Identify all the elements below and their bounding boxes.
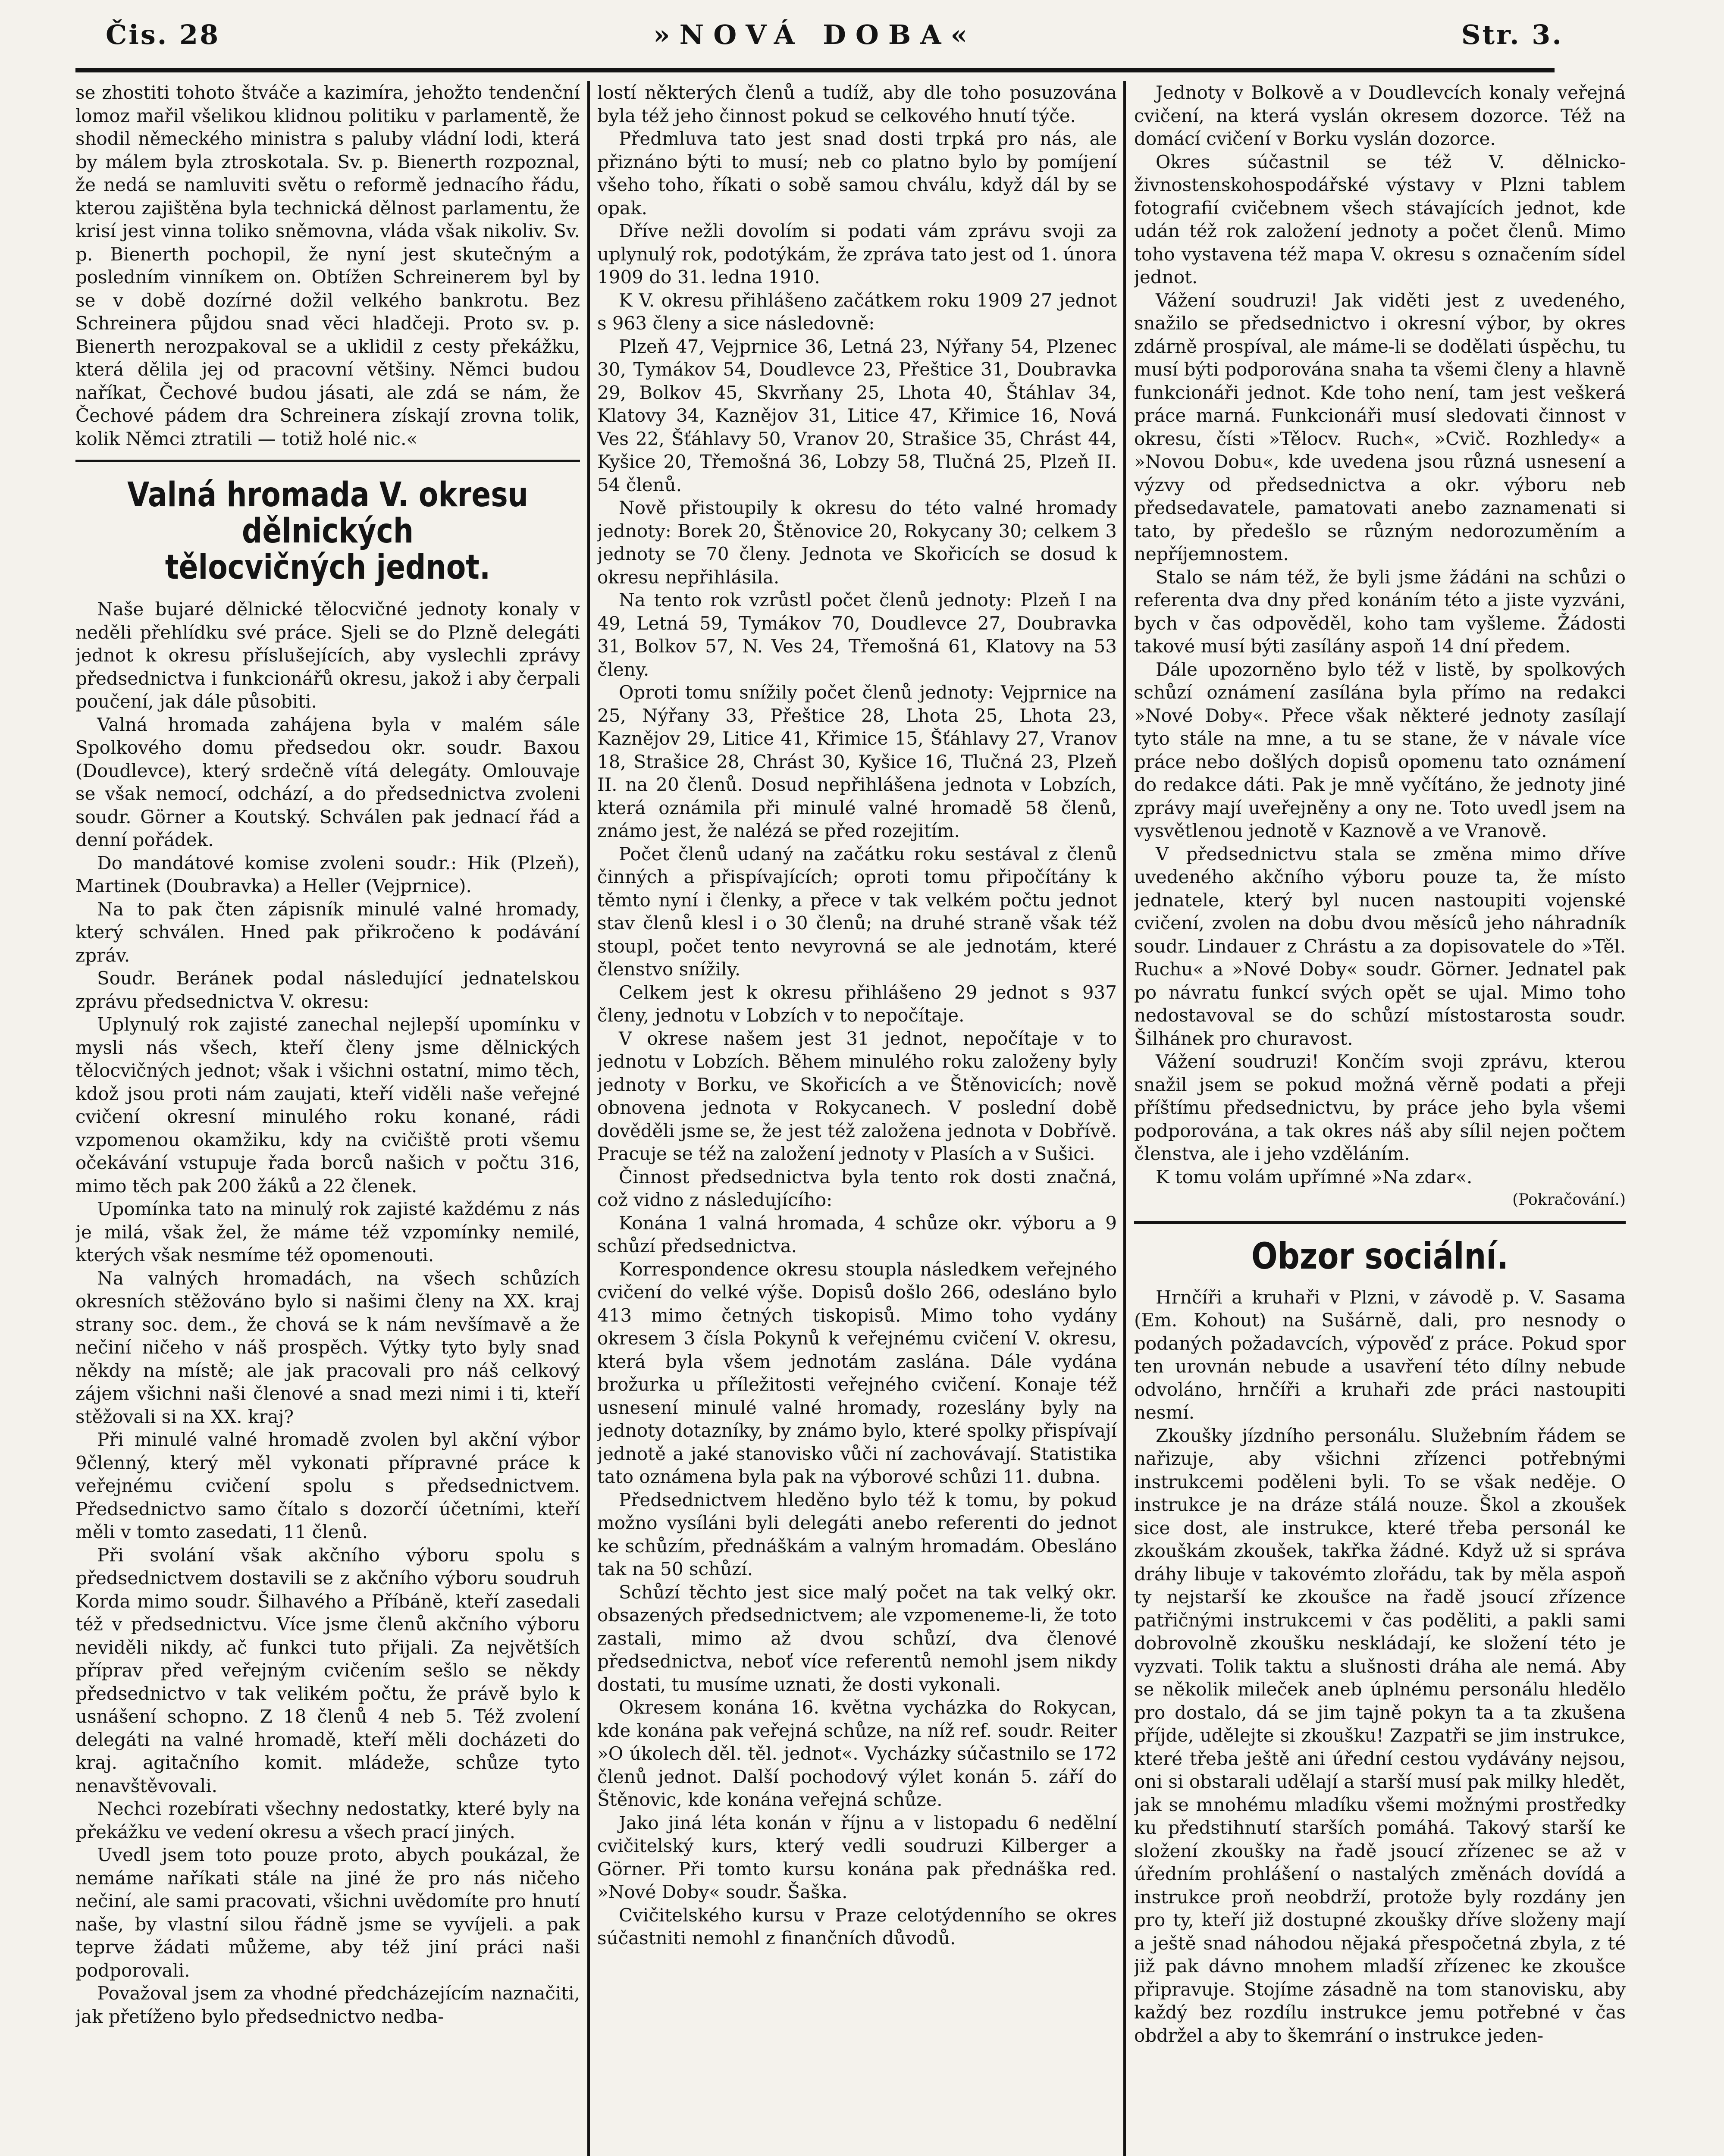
paragraph: Korrespondence okresu stoupla následkem veřejného cvičení do velké výše. Dopisů došlo 266, odesláno bylo 413 mimo četných tiskopisů. Mimo toho vydány okresem 3 čísla Pokynů k veřejnému cvičení V. okresu, která byla všem jednotám zaslána. Dále vydána brožurka u příležitosti veřejného cvičení. Konaje též usnesení minulé valné hromady, rozeslány byly na jednoty dotazníky, by známo bylo, které spolky přispívají jednotě a jaké stanovisko vůči ní zachovávají. Statistika tato oznámena byla pak na výborové schůzi 11. dubna. [597,1258,1117,1487]
paragraph: Na tento rok vzrůstl počet členů jednoty: Plzeň I na 49, Letná 59, Tymákov 70, Doudlevce 27, Doubravka 31, Bolkov 57, N. Ves 24, Třemošná 61, Klatovy na 53 členy. [597,589,1117,680]
paragraph: Soudr. Beránek podal následující jednatelskou zprávu předsednictva V. okresu: [75,968,580,1012]
heading-line: tělocvičných jednot. [165,548,491,587]
paragraph: Celkem jest k okresu přihlášeno 29 jednot s 937 členy, jednotu v Lobzích v to nepočítaje. [597,981,1117,1026]
paragraph: V okrese našem jest 31 jednot, nepočítaje v to jednotu v Lobzích. Během minulého roku založeny byly jednoty v Borku, ve Skořicích a ve Štěnovicích; nově obnovena jednota v Rokycanech. V poslední době dověděli jsme se, že jest též založena jednota v Dobřívě. Pracuje se též na založení jednoty v Plasích a v Sušici. [597,1028,1117,1164]
page-number: Str. 3. [1461,19,1563,50]
heading-line: Valná hromada V. okresu dělnických [127,476,528,551]
paragraph: Stalo se nám též, že byli jsme žádáni na schůzi o referenta dva dny před konáním této a jiste vyzváni, bych v čas odpověděl, koho tam vyšleme. Žádosti takové musí býti zasílány aspoň 14 dní předem. [1134,566,1626,657]
paragraph: V předsednictvu stala se změna mimo dříve uvedeného akčního výboru pouze ta, že místo jednatele, který byl nucen nastoupiti vojenské cvičení, zvolen na dobu dvou měsíců jeho náhradník soudr. Lindauer z Chrástu a za dopisovatele do »Těl. Ruchu« a »Nové Doby« soudr. Görner. Jednatel pak po návratu funkcí svých opět se ujal. Mimo toho nedostavoval se do schůzí místostarosta soudr. Šilhánek pro churavost. [1134,843,1626,1049]
divider [75,460,580,462]
paragraph: Plzeň 47, Vejprnice 36, Letná 23, Nýřany 54, Plzenec 30, Tymákov 54, Doudlevce 23, Přeštice 31, Doubravka 29, Bolkov 45, Skvrňany 25, Lhota 40, Štáhlav 34, Klatovy 34, Kaznějov 31, Litice 47, Křimice 16, Nová Ves 22, Šťáhlavy 50, Vranov 20, Strašice 35, Chrást 44, Kyšice 20, Třemošná 36, Lobzy 58, Tlučná 25, Plzeň II. 54 členů. [597,335,1117,495]
section-heading: Obzor sociální. [1251,1235,1508,1277]
article-heading [113,477,542,586]
column-rule [1123,81,1126,2156]
column-rule [587,81,590,2156]
paragraph: Jako jiná léta konán v říjnu a v listopadu 6 nedělní cvičitelský kurs, který vedli soudruzi Kilberger a Görner. Při tomto kursu konána pak přednáška red. »Nové Doby« soudr. Šaška. [597,1812,1117,1902]
paragraph: Oproti tomu snížily počet členů jednoty: Vejprnice na 25, Nýřany 33, Přeštice 28, Lhota 25, Lhota 23, Kaznějov 29, Litice 41, Křimice 15, Šťáhlavy 27, Vranov 18, Strašice 28, Chrást 30, Kyšice 16, Tlučná 23, Plzeň II. na 20 členů. Dosud nepřihlášena jednota v Lobzích, která oznámila při minulé valné hromadě 58 členů, známo jest, že nalézá se před rozejitím. [597,682,1117,841]
newspaper-page [75,16,1626,2156]
divider [1134,1221,1626,1224]
news-item: Hrnčíři a kruhaři v Plzni, v závodě p. V. Sasama (Em. Kohout) na Sušárně, dali, pro nesnody o podaných požadavcích, výpověď z práce. Pokud spor ten urovnán nebude a usavření této dílny nebude odvoláno, hrnčíři a kruhaři zde práci nastoupiti nesmí. [1134,1286,1626,1423]
paragraph: Okres súčastnil se též V. dělnicko-živnostenskohospodářské výstavy v Plzni tablem fotografií cvičebnem všech stávajících jednot, kde udán též rok založení jednoty a počet členů. Mimo toho vystavena též mapa V. okresu s označením sídel jednot. [1134,151,1626,288]
paragraph: Při minulé valné hromadě zvolen byl akční výbor 9členný, který měl vykonati přípravné práce k veřejnému cvičení spolu s předsednictvem. Předsednictvo samo čítalo s dozorčí účetními, kteří měli v tomto zasedati, 11 členů. [75,1429,580,1542]
paragraph: Uplynulý rok zajisté zanechal nejlepší upomínku v mysli nás všech, kteří členy jsme dělnických tělocvičných jednot; však i všichni ostatní, mimo těch, kdož jsou proti nám zaujati, kteří viděli naše veřejné cvičení okresní minulého roku konané, rádi vzpomenou okamžiku, kdy na cvičiště proti všemu očekávání vstupuje řada borců našich v počtu 316, mimo těch pak 200 žáků a 22 členek. [75,1014,580,1197]
page-header [75,16,1563,72]
paragraph: Na valných hromadách, na všech schůzích okresních stěžováno bylo si našimi členy na XX. kraj strany soc. dem., že chová se k nám nevšímavě a že nečiní ničeho v náš prospěch. Výtky tyto byly snad někdy na místě; ale jak pracovali pro náš celkový zájem všichni naši členové a snad mezi nimi i ti, kteří stěžovali si na XX. kraj? [75,1267,580,1427]
paragraph: Do mandátové komise zvoleni soudr.: Hik (Plzeň), Martinek (Doubravka) a Heller (Vejprnice). [75,852,580,896]
paragraph: K tomu volám upřímné »Na zdar«. [1156,1166,1473,1188]
paragraph: Valná hromada zahájena byla v malém sále Spolkového domu předsedou okr. soudr. Baxou (Doudlevce), který srdečně vítá delegáty. Omlouvaje se však nemocí, odchází, a do předsednictva zvoleni soudr. Görner a Koutský. Schválen pak jednací řád a denní pořádek. [75,714,580,850]
paragraph: Dále upozorněno bylo též v listě, by spolkových schůzí oznámení zasílána byla přímo na redakci »Nové Doby«. Přece však některé jednoty zasílají tyto stále na mne, a tu se stane, že v návale více práce nebo došlých dopisů opomenu tato oznámení do redakce dáti. Pak je mně vyčítáno, že jednoty jiné zprávy mají uveřejněny a ony ne. Toto uvedl jsem na vysvětlenou jednotě v Kaznově a ve Vranově. [1134,658,1626,841]
paragraph: Okresem konána 16. května vycházka do Rokycan, kde konána pak veřejná schůze, na níž ref. soudr. Reiter »O úkolech děl. těl. jednot«. Vycházky súčastnilo se 172 členů jednot. Další pochodový výlet konán 5. září do Štěnovic, kde konána veřejná schůze. [597,1697,1117,1810]
paragraph: Na to pak čten zápisník minulé valné hromady, který schválen. Hned pak přikročeno k podávání zpráv. [75,898,580,966]
paragraph: Počet členů udaný na začátku roku sestával z členů činných a přispívajících; oproti tomu připočítány k těmto nyní i členky, a přece v tak velkém počtu jednot stav členů klesl i o 30 členů; na druhé straně však též stoupl, počet tento nevyrovná se ale jednotám, které členstvo snížily. [597,843,1117,980]
paragraph: Upomínka tato na minulý rok zajisté každému z nás je milá, však žel, že máme též vzpomínky nemilé, kterých však nesmíme též opomenouti. [75,1198,580,1266]
paragraph: Vážení soudruzi! Jak viděti jest z uvedeného, snažilo se předsednictvo i okresní výbor, by okres zdárně prospíval, ale máme-li se dodělati úspěchu, tu musí býti podporována snaha ta všemi členy a hlavně funkcionáři jednot. Kde toho není, tam jest veškerá práce marná. Funkcionáři musí sledovati činnost v okresu, čísti »Tělocv. Ruch«, »Cvič. Rozhledy« a »Novou Dobu«, kde uvedena jsou různá usnesení a výzvy od předsednictva a okr. výboru neb předsedavatele, pamatovati anebo zaznamenati si tato, by předešlo se různým nedorozuměním a nepříjemnostem. [1134,289,1626,564]
column-2 [597,81,1117,2156]
paragraph: Předmluva tato jest snad dosti trpká pro nás, ale přiznáno býti to musí; neb co platno bylo by pomíjení všeho toho, říkati o sobě samou chválu, když dál by se opak. [597,128,1117,219]
paragraph: Nechci rozebírati všechny nedostatky, které byly na překážku ve vedení okresu a všech prací jiných. [75,1798,580,1843]
issue-number: Čis. 28 [106,19,220,50]
paragraph: Konána 1 valná hromada, 4 schůze okr. výboru a 9 schůzí předsednictva. [597,1212,1117,1257]
paragraph: K V. okresu přihlášeno začátkem roku 1909 27 jednot s 963 členy a sice následovně: [597,289,1117,334]
paragraph: Považoval jsem za vhodné předcházejícím naznačiti, jak přetíženo bylo předsednictvo nedba- [75,1983,580,2027]
column-3 [1134,81,1626,2156]
article-continuation: se zhostiti tohoto štváče a kazimíra, jehožto tendenční lomoz mařil všelikou klidnou politiku v parlamentě, že shodil německého ministra s paluby vládní lodi, která by málem byla ztroskotala. Sv. p. Bienerth rozpoznal, že nedá se namluviti světu o reformě jednacího řádu, kterou zajištěna byla technická dělnost parlamentu, že krisí jest vinna toliko sněmovna, vláda však nikoliv. Sv. p. Bienerth pochopil, že nyní jest skutečným a posledním vinníkem on. Obtížen Schreinerem byl by se v době dozírné dožil velkého bankrotu. Bez Schreinera půjdou snad věci hladčeji. Proto sv. p. Bienerth nerozpakoval se a uklidil z cesty překážku, která dělila jej od pracovní většiny. Němci budou naříkat, Čechové budou jásati, ale zdá se nám, že Čechové pádem dra Schreinera získají zrovna tolik, kolik Němci ztratili — totiž holé nic.« [75,82,580,449]
paragraph: Při svolání však akčního výboru spolu s předsednictvem dostavili se z akčního výboru soudruh Korda mimo soudr. Šilhavého a Příbáně, kteří zasedali též v předsednictvu. Více jsme členů akčního výboru neviděli nikdy, ač funkci tuto přijali. Za největších příprav před veřejným cvičením sešlo se někdy předsednictvo v tak velikém počtu, že právě bylo k usnášení schopno. Z 18 členů 4 neb 5. Též zvolení delegáti na valné hromadě, kteří měli docházeti do kraj. agitačního komit. mládeže, schůze tyto nenavštěvovali. [75,1544,580,1796]
news-item: Zkoušky jízdního personálu. Služebním řádem se nařizuje, aby všichni zřízenci potřebnými instrukcemi poděleni byli. To se však neděje. O instrukce je na dráze stálá nouze. Škol a zkoušek sice dost, ale instrukce, které třeba personál ke zkouškám zkoušek, takřka žádné. Když už si správa dráhy libuje v takovémto zlořádu, tak by měla aspoň ty nejstarší ke zkoušce na řadě jsoucí zřízence patřičnými instrukcemi v čas poděliti, a pakli sami dobrovolně zkoušku neskládají, ke složení této je vyzvati. Tolik taktu a slušnosti dráha ale nemá. Aby se několik mileček aneb úplnému personálu hledělo pro dostalo, dá se jim tajně pokyn ta a ta zkušena příjde, udělejte si zkoušku! Zazpatři se jim instrukce, které třeba ještě ani úřední cestou vydávány nejsou, oni si obstarali udělají a starší musí pak milky hledět, jak se mnohému mladíku všemi možnými prostředky ku předstihnutí starších pomáhá. Takový starší ke složení zkoušky na řadě jsoucí zřízenec se až v úředním prohlášení o nastalých změnách dovídá a instrukce proň neobdrží, protože byly rozdány jen pro ty, kteří již dostupné zkoušky dříve složeny mají a ještě snad náhodou nějaká přespočetná zbyla, z té již pak dávno mnohem mladší zřízenec ke zkoušce připravuje. Stojíme zásadně na tom stanovisku, aby každý bez rozdílu instrukce jemu potřebné v čas obdržel a aby to škemrání o instrukce jeden- [1134,1425,1626,2046]
paragraph: Uvedl jsem toto pouze proto, abych poukázal, že nemáme naříkati stále na jiné že pro nás ničeho nečiní, ale sami pracovati, všichni uvědomíte pro hnutí naše, by vlastní silou řádně jsme se vyvíjeli. a pak teprve žádati můžeme, aby též jiní práci naši podporovali. [75,1844,580,1981]
paragraph: lostí některých členů a tudíž, aby dle toho posuzována byla též jeho činnost pokud se celkového hnutí týče. [597,82,1117,126]
column-1 [75,81,580,2156]
paragraph: Nově přistoupily k okresu do této valné hromady jednoty: Borek 20, Štěnovice 20, Rokycany 30; celkem 3 jednoty se 70 členy. Jednota ve Skořicích se dosud k okresu nepřihlásila. [597,497,1117,588]
columns [75,81,1626,2156]
paragraph: Vážení soudruzi! Končím svoji zprávu, kterou snažil jsem se pokud možná věrně podati a přeji příštímu předsednictvu, by práce jeho byla všemi podporována, a tak okres náš aby sílil nejen počtem členstva, ale i jeho vzděláním. [1134,1051,1626,1164]
continuation-note: (Pokračování.) [1512,1191,1626,1209]
paragraph: Cvičitelského kursu v Praze celotýdenního se okres súčastniti nemohl z finančních důvodů. [597,1904,1117,1949]
paragraph: Schůzí těchto jest sice malý počet na tak velký okr. obsazených předsednictvem; ale vzpomeneme-li, že toto zastali, mimo až dvou schůzí, dva členové předsednictva, neboť více referentů nemohl jsem nikdy dostati, tu musíme uznati, že dosti vykonali. [597,1581,1117,1695]
paragraph: Činnost předsednictva byla tento rok dosti značná, což vidno z následujícího: [597,1166,1117,1210]
paragraph: Jednoty v Bolkově a v Doudlevcích konaly veřejná cvičení, na která vyslán okresem dozorce. Též na domácí cvičení v Borku vyslán dozorce. [1134,82,1626,149]
masthead-title: »NOVÁ DOBA« [653,19,977,50]
paragraph: Dříve nežli dovolím si podati vám zprávu svoji za uplynulý rok, podotýkám, že zpráva tato jest od 1. února 1909 do 31. ledna 1910. [597,220,1117,288]
paragraph: Předsednictvem hleděno bylo též k tomu, by pokud možno vysíláni byli delegáti anebo referenti do jednot ke schůzím, přednáškám a valným hromadám. Obesláno tak na 50 schůzí. [597,1489,1117,1579]
paragraph: Naše bujaré dělnické tělocvičné jednoty konaly v neděli přehlídku své práce. Sjeli se do Plzně delegáti jednot k okresu příslušejících, aby vyslechli zprávy předsednictva i funkcionářů okresu, jakož i aby čerpali poučení, jak dále působiti. [75,599,580,712]
